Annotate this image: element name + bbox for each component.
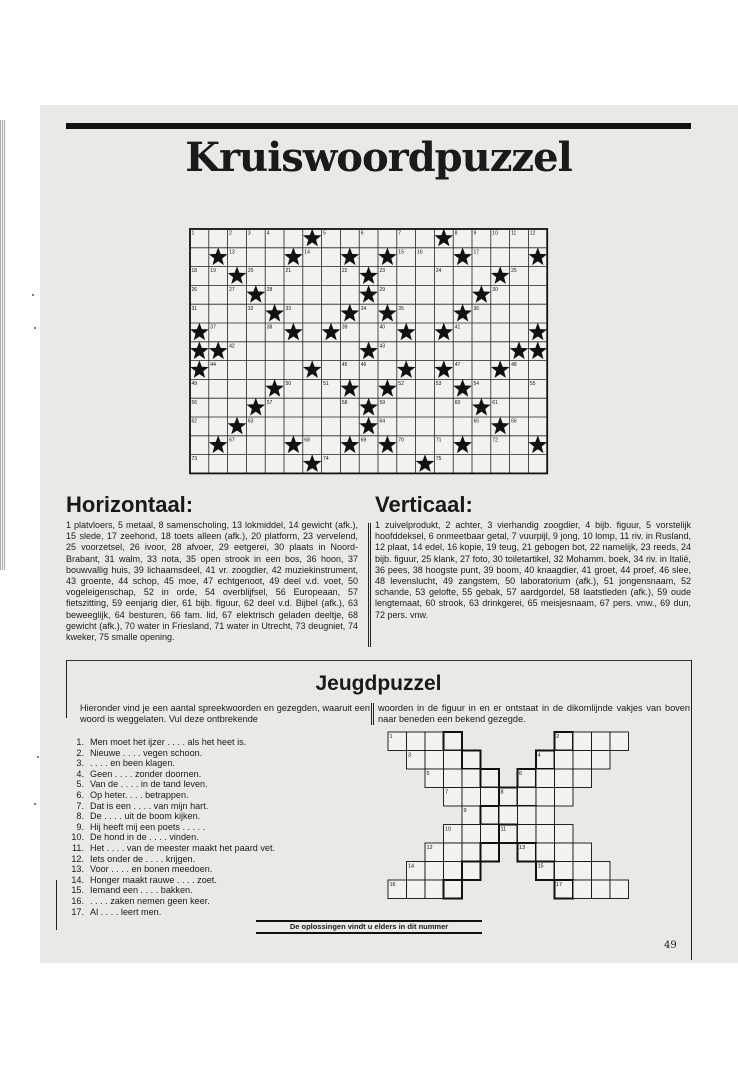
- clue-number: 9: [473, 230, 477, 237]
- proverb-number: 16.: [71, 895, 84, 906]
- cell-number: 8: [500, 789, 504, 796]
- cell-number: 4: [537, 752, 541, 759]
- clue-number: 72: [492, 437, 498, 444]
- proverb-text: Voor . . . . en bonen meedoen.: [90, 864, 213, 875]
- crossword-grid: [188, 226, 550, 476]
- clue-number: 13: [229, 249, 235, 256]
- puzzle-cell: [573, 769, 592, 788]
- clue-number: 66: [511, 418, 517, 425]
- clue-number: 28: [266, 287, 273, 293]
- puzzle-cell: [481, 788, 500, 807]
- cell-number: 17: [556, 882, 563, 888]
- clue-number: 42: [229, 343, 235, 350]
- proverb-item: [64, 811, 394, 822]
- horizontaal-heading: Horizontaal:: [66, 492, 194, 517]
- clue-number: 31: [191, 305, 198, 312]
- clue-number: 3: [247, 230, 251, 237]
- puzzle-cell: [518, 825, 537, 844]
- clue-number: 32: [247, 305, 254, 312]
- puzzle-cell: [592, 751, 611, 770]
- puzzle-cell: [425, 751, 444, 770]
- clue-number: 71: [435, 437, 442, 444]
- proverb-text: Van de . . . . in de tand leven.: [90, 779, 208, 790]
- puzzle-cell: [462, 769, 481, 788]
- proverb-item: [64, 769, 394, 780]
- clue-number: 8: [454, 230, 458, 237]
- clue-number: 47: [454, 362, 461, 369]
- proverb-item: [64, 758, 394, 769]
- proverb-text: De hond in de . . . . vinden.: [90, 832, 199, 843]
- proverb-list: [64, 737, 394, 917]
- clue-number: 50: [285, 381, 292, 387]
- puzzle-cell: [407, 732, 426, 751]
- clue-number: 23: [379, 268, 386, 275]
- scan-speck: [34, 327, 36, 329]
- puzzle-cell: [481, 769, 500, 788]
- proverb-text: Hij heeft mij een poets . . . . .: [90, 821, 206, 832]
- clue-number: 45: [341, 362, 348, 369]
- intro-divider: [371, 703, 372, 725]
- clue-number: 11: [511, 230, 517, 237]
- puzzle-cell: [481, 825, 500, 844]
- clue-number: 75: [435, 456, 442, 463]
- puzzle-cell: [444, 751, 463, 770]
- proverb-number: 14.: [71, 874, 84, 885]
- clue-number: 34: [360, 305, 367, 312]
- jeugd-intro-right: woorden in de figuur in en er ontstaat in de dikomlijnde vakjes van boven naar beneden een bekend gezegde.: [378, 703, 690, 725]
- puzzle-cell: [555, 788, 574, 807]
- clue-number: 26: [191, 287, 198, 293]
- proverb-number: 3.: [76, 758, 84, 769]
- clue-number: 39: [341, 324, 348, 331]
- solutions-note: De oplossingen vindt u elders in dit nummer: [256, 920, 482, 934]
- proverb-text: Al . . . . leert men.: [90, 906, 162, 917]
- puzzle-cell: [462, 788, 481, 807]
- proverb-item: [64, 779, 394, 790]
- clue-number: 19: [210, 268, 216, 275]
- clue-number: 33: [285, 305, 292, 312]
- puzzle-cell: [518, 806, 537, 825]
- puzzle-cell: [425, 732, 444, 751]
- clue-number: 46: [360, 362, 367, 369]
- clue-number: 68: [304, 437, 310, 444]
- clue-number: 48: [511, 362, 517, 369]
- proverb-text: De . . . . uit de boom kijken.: [90, 811, 201, 822]
- verticaal-heading: Verticaal:: [375, 492, 473, 517]
- puzzle-cell: [462, 843, 481, 862]
- cell-number: 1: [389, 734, 393, 740]
- proverb-number: 8.: [76, 811, 84, 822]
- proverb-number: 7.: [76, 800, 84, 811]
- proverb-text: Dat is een . . . . van mijn hart.: [90, 800, 209, 811]
- clue-number: 18: [191, 268, 198, 275]
- proverb-number: 17.: [71, 906, 84, 917]
- clue-number: 1: [191, 230, 195, 237]
- cell-number: 3: [408, 752, 412, 759]
- cell-number: 15: [537, 863, 544, 870]
- proverb-text: . . . . zaken nemen geen keer.: [90, 895, 210, 906]
- puzzle-cell: [555, 769, 574, 788]
- clue-number: 16: [417, 249, 423, 256]
- clue-number: 2: [229, 230, 232, 237]
- cell-number: 14: [408, 863, 415, 870]
- proverb-text: Iemand een . . . . bakken.: [90, 885, 193, 896]
- clue-number: 44: [210, 362, 216, 369]
- puzzle-cell: [555, 825, 574, 844]
- frame-line: [691, 660, 692, 960]
- clue-number: 35: [398, 305, 404, 312]
- proverb-item: [64, 790, 394, 801]
- proverb-number: 6.: [76, 789, 84, 800]
- proverb-number: 9.: [76, 821, 84, 832]
- clue-number: 10: [492, 230, 498, 237]
- clue-number: 25: [511, 268, 517, 275]
- column-divider: [368, 523, 369, 647]
- clue-number: 54: [473, 381, 480, 387]
- clue-number: 49: [191, 381, 198, 387]
- clue-number: 41: [454, 324, 461, 331]
- puzzle-cell: [518, 788, 537, 807]
- proverb-item: [64, 748, 394, 759]
- proverb-item: [64, 801, 394, 812]
- proverb-text: Honger maakt rauwe . . . . zoet.: [90, 874, 217, 885]
- puzzle-cell: [481, 806, 500, 825]
- clue-number: 61: [492, 399, 498, 406]
- proverb-number: 5.: [76, 779, 84, 790]
- proverb-text: Op heter. . . . betrappen.: [90, 789, 189, 800]
- proverb-item: [64, 907, 394, 918]
- page-title: Kruiswoordpuzzel: [185, 134, 572, 181]
- clue-number: 73: [191, 456, 198, 463]
- verticaal-clues: 1 zuivelprodukt, 2 achter, 3 vierhandig zoogdier, 4 bijb. figuur, 5 vorstelijk hoofddeksel, 6 onmeetbaar getal, 7 vuurpijl, 9 jong, 10 lomp, 11 riv. in Rusland, 12 plaat, 14 edel, 16 kopie, 19 teug, 21 gebogen bot, 22 namelijk, 23 reeds, 24 bijb. figuur, 25 klank, 27 foto, 30 toiletartikel, 32 Mohamm. boek, 34 riv. in Italië, 36 pees, 38 hoogste punt, 39 boom, 40 knaagdier, 41 groet, 44 proef, 46 slee, 48 levenslucht, 49 zangstem, 50 laboratorium (afk.), 51 jongensnaam, 52 schande, 53 gelofte, 55 gebak, 57 aardgordel, 58 laatstleden (afk.), 59 oude lengtemaat, 60 strook, 63 drinkgerei, 65 meisjesnaam, 67 pers. vnw., 69 dun, 72 pers. vnw.: [375, 520, 691, 620]
- clue-number: 52: [398, 381, 404, 387]
- clue-number: 53: [435, 381, 442, 387]
- intro-divider: [373, 703, 374, 725]
- puzzle-cell: [592, 862, 611, 881]
- jeugdpuzzel-title: Jeugdpuzzel: [315, 672, 442, 695]
- clue-number: 62: [191, 418, 198, 425]
- column-divider: [370, 523, 371, 647]
- clue-number: 37: [210, 324, 216, 331]
- puzzle-cell: [610, 880, 629, 899]
- puzzle-cell: [444, 862, 463, 881]
- x-shaped-puzzle-grid: [386, 730, 636, 912]
- puzzle-cell: [499, 806, 518, 825]
- clue-number: 30: [492, 287, 498, 293]
- clue-number: 7: [398, 230, 402, 237]
- puzzle-cell: [425, 862, 444, 881]
- proverb-number: 10.: [71, 832, 84, 843]
- puzzle-cell: [573, 880, 592, 899]
- puzzle-cell: [481, 843, 500, 862]
- clue-number: 74: [323, 456, 329, 463]
- scan-speck: [32, 294, 34, 296]
- clue-number: 27: [229, 287, 235, 293]
- clue-number: 63: [247, 418, 254, 425]
- proverb-item: [64, 864, 394, 875]
- puzzle-cell: [536, 843, 555, 862]
- proverb-text: . . . . en been klagen.: [90, 758, 175, 769]
- scan-speck: [37, 756, 39, 758]
- puzzle-cell: [592, 732, 611, 751]
- cell-number: 13: [519, 845, 526, 851]
- cell-number: 7: [445, 789, 449, 796]
- clue-number: 67: [229, 437, 235, 444]
- proverb-text: Geen . . . . zonder doornen.: [90, 768, 202, 779]
- jeugd-intro-left: Hieronder vind je een aantal spreekwoorden en gezegden, waaruit een woord is weggelaten. Vul deze ontbrekende: [80, 703, 370, 725]
- scan-speck: [34, 803, 36, 805]
- proverb-number: 2.: [76, 747, 84, 758]
- top-rule: [66, 123, 691, 129]
- cell-number: 16: [389, 882, 396, 888]
- horizontaal-clues: 1 platvloers, 5 metaal, 8 samenscholing, 13 lokmiddel, 14 gewicht (afk.), 15 slede, 17 zeehond, 18 toets alleen (afk.), 20 platform, 23 vervelend, 25 voorzetsel, 26 ivoor, 28 afvoer, 29 eetgerei, 30 plaats in Noord-Brabant, 31 walm, 33 nota, 35 open strook in een bos, 36 hoon, 37 bouwvallig huis, 39 lichaamsdeel, 41 vr. zoogdier, 42 muziekinstrument, 43 groente, 44 schop, 45 moe, 47 echtgenoot, 49 deel v.d. voet, 50 vogeleigenschap, 52 in orde, 54 overblijfsel, 56 Europeaan, 57 fietszitting, 59 eenjarig dier, 61 bijb. figuur, 62 deel v.d. Bijbel (afk.), 63 beweeglijk, 64 besturen, 66 fam. lid, 67 elektrisch geladen deeltje, 68 gewicht (afk.), 70 water in Friesland, 71 water in Utrecht, 73 deugniet, 74 kweker, 75 smalle opening.: [66, 520, 358, 643]
- puzzle-cell: [536, 825, 555, 844]
- clue-number: 40: [379, 324, 386, 331]
- puzzle-cell: [407, 880, 426, 899]
- clue-number: 51: [323, 381, 329, 387]
- proverb-number: 13.: [71, 864, 84, 875]
- clue-number: 36: [473, 305, 480, 312]
- clue-number: 17: [473, 249, 480, 256]
- clue-number: 5: [323, 230, 326, 237]
- cell-number: 2: [556, 734, 560, 740]
- puzzle-cell: [536, 769, 555, 788]
- clue-number: 70: [398, 437, 404, 444]
- clue-number: 38: [266, 324, 273, 331]
- proverb-item: [64, 854, 394, 865]
- clue-number: 29: [379, 287, 386, 293]
- cell-number: 5: [426, 771, 430, 777]
- clue-number: 59: [379, 399, 386, 406]
- clue-number: 55: [529, 381, 536, 387]
- puzzle-cell: [462, 751, 481, 770]
- puzzle-cell: [444, 843, 463, 862]
- proverb-number: 15.: [71, 885, 84, 896]
- clue-number: 6: [360, 230, 364, 237]
- clue-number: 24: [435, 268, 442, 275]
- proverb-number: 1.: [76, 737, 84, 747]
- proverb-item: [64, 822, 394, 833]
- clue-number: 64: [379, 418, 386, 425]
- cell-number: 9: [463, 808, 467, 814]
- clue-number: 4: [266, 230, 270, 237]
- cell-number: 10: [445, 826, 452, 833]
- puzzle-cell: [573, 843, 592, 862]
- page-number: 49: [664, 940, 677, 951]
- clue-number: 58: [341, 399, 348, 406]
- proverb-item: [64, 896, 394, 907]
- clue-number: 65: [473, 418, 480, 425]
- clue-number: 21: [285, 268, 292, 275]
- clue-number: 20: [247, 268, 254, 275]
- proverb-item: [64, 843, 394, 854]
- puzzle-cell: [536, 806, 555, 825]
- proverb-item: [64, 875, 394, 886]
- cell-number: 6: [519, 771, 523, 777]
- scan-edge: [0, 120, 6, 570]
- puzzle-cell: [444, 769, 463, 788]
- proverb-number: 12.: [71, 853, 84, 864]
- proverb-number: 11.: [72, 842, 84, 853]
- clue-number: 57: [266, 399, 273, 406]
- frame-line: [56, 880, 57, 930]
- puzzle-cell: [444, 732, 463, 751]
- proverb-item: [64, 885, 394, 896]
- puzzle-cell: [573, 751, 592, 770]
- proverb-text: Men moet het ijzer . . . . als het heet is.: [90, 737, 247, 747]
- puzzle-cell: [555, 862, 574, 881]
- puzzle-cell: [425, 880, 444, 899]
- clue-number: 69: [360, 437, 367, 444]
- puzzle-cell: [555, 843, 574, 862]
- puzzle-cell: [462, 825, 481, 844]
- clue-number: 12: [529, 230, 536, 237]
- clue-number: 14: [304, 249, 310, 256]
- clue-number: 15: [398, 249, 404, 256]
- proverb-item: [64, 832, 394, 843]
- proverb-item: [64, 737, 394, 748]
- section-rule: [66, 660, 691, 661]
- clue-number: 60: [454, 399, 461, 406]
- proverb-text: Nieuwe . . . . vegen schoon.: [90, 747, 203, 758]
- puzzle-cell: [536, 788, 555, 807]
- puzzle-cell: [573, 862, 592, 881]
- proverb-number: 4.: [76, 768, 84, 779]
- proverb-text: Iets onder de . . . . krijgen.: [90, 853, 196, 864]
- puzzle-cell: [573, 732, 592, 751]
- cell-number: 12: [426, 845, 433, 851]
- puzzle-cell: [610, 732, 629, 751]
- clue-number: 43: [379, 343, 386, 350]
- puzzle-cell: [592, 880, 611, 899]
- proverb-text: Het . . . . van de meester maakt het paard vet.: [90, 842, 275, 853]
- puzzle-cell: [462, 862, 481, 881]
- clue-number: 56: [191, 399, 198, 406]
- puzzle-cell: [444, 880, 463, 899]
- puzzle-cell: [555, 751, 574, 770]
- clue-number: 22: [341, 268, 348, 275]
- cell-number: 11: [500, 826, 507, 833]
